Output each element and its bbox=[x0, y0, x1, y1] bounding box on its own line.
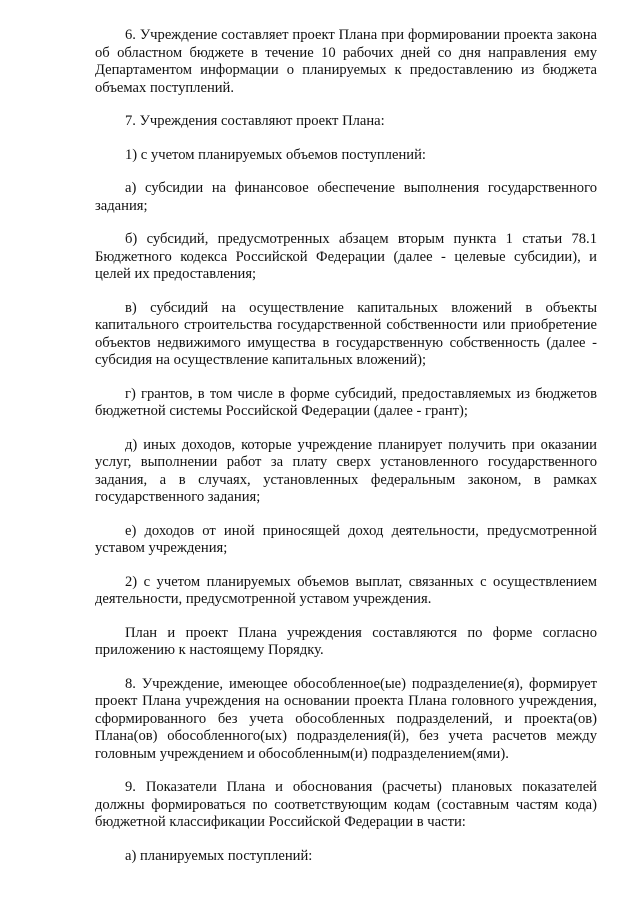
paragraph-9-item-a: а) планируемых поступлений: bbox=[125, 847, 313, 864]
paragraph-8: 8. Учреждение, имеющее обособленное(ые) подразделение(я), формирует проект Плана учреждения на основании проекта Плана головного учреждения, сформированного без учета обособленных подразделений, и проекта(ов) Плана(ов) обособленного(ых) подразделения(й), без учета расчетов между головным учреждением и обособленным(и) подразделением(ями). bbox=[95, 675, 597, 762]
paragraph-7-item-2: 2) с учетом планируемых объемов выплат, связанных с осуществлением деятельности, предусмотренной уставом учреждения. bbox=[95, 573, 597, 607]
paragraph-6: 6. Учреждение составляет проект Плана при формировании проекта закона об областном бюджете в течение 10 рабочих дней со дня направления ему Департаментом информации о планируемых к предоставлению из бюджета объемах поступлений. bbox=[95, 27, 597, 96]
paragraph-7-item-a: а) субсидии на финансовое обеспечение выполнения государственного задания; bbox=[95, 180, 597, 214]
paragraph-7-item-g: г) грантов, в том числе в форме субсидий, предоставляемых из бюджетов бюджетной системы Российской Федерации (далее - грант); bbox=[95, 385, 597, 419]
paragraph-7-item-e: е) доходов от иной приносящей доход деятельности, предусмотренной уставом учреждения; bbox=[95, 522, 597, 556]
paragraph-7-item-v: в) субсидий на осуществление капитальных вложений в объекты капитального строительства государственной собственности или приобретение объектов недвижимого имущества в государственную собственность (далее - субсидия на осуществление капитальных вложений); bbox=[95, 299, 597, 368]
paragraph-7-item-d: д) иных доходов, которые учреждение планирует получить при оказании услуг, выполнении работ за плату сверх установленного государственного задания, а в случаях, установленных федеральным законом, в рамках государственного задания; bbox=[95, 436, 597, 505]
paragraph-7: 7. Учреждения составляют проект Плана: bbox=[125, 113, 385, 129]
paragraph-7-item-1: 1) с учетом планируемых объемов поступлений: bbox=[125, 146, 426, 163]
paragraph-plan-form: План и проект Плана учреждения составляются по форме согласно приложению к настоящему Порядку. bbox=[95, 624, 597, 658]
paragraph-7-item-b: б) субсидий, предусмотренных абзацем вторым пункта 1 статьи 78.1 Бюджетного кодекса Российской Федерации (далее - целевые субсидии), и целей их предоставления; bbox=[95, 231, 597, 282]
paragraph-9: 9. Показатели Плана и обоснования (расчеты) плановых показателей должны формироваться по соответствующим кодам (составным частям кода) бюджетной классификации Российской Федерации в части: bbox=[95, 779, 597, 830]
document-body bbox=[95, 27, 597, 881]
